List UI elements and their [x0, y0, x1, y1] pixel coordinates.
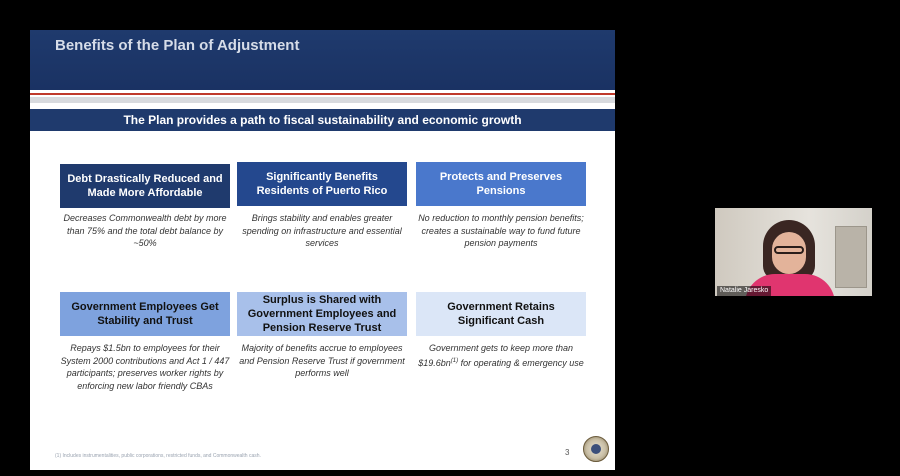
slide-page-number: 3	[565, 448, 570, 457]
card-desc-employees-stability: Repays $1.5bn to employees for their System 2000 contributions and Act 1 / 447 participants; preserves worker rights by enforcing new labor friendly CBAs	[60, 343, 230, 391]
card-heading-debt-reduced: Debt Drastically Reduced and Made More Affordable	[60, 164, 230, 208]
card-desc-surplus-shared: Majority of benefits accrue to employees and Pension Reserve Trust if government performs well	[239, 343, 405, 378]
slide-title: Benefits of the Plan of Adjustment	[55, 37, 300, 54]
card-desc-debt-reduced: Decreases Commonwealth debt by more than 75% and the total debt balance by ~50%	[63, 213, 227, 248]
participant-video-tile[interactable]	[715, 208, 872, 296]
card-heading-surplus-shared: Surplus is Shared with Government Employees and Pension Reserve Trust	[237, 292, 407, 336]
presentation-slide	[30, 30, 615, 470]
slide-title-bar	[30, 30, 615, 90]
slide-footnote: (1) Includes instrumentalities, public corporations, restricted funds, and Commonwealth cash.	[55, 453, 261, 459]
participant-glasses	[774, 246, 804, 254]
card-desc-retains-cash	[413, 342, 589, 369]
card-heading-retains-cash: Government Retains Significant Cash	[416, 292, 586, 336]
video-background-shelf	[835, 226, 867, 288]
participant-name-label: Natalie Jaresko	[717, 286, 771, 296]
card-desc-retains-cash-part2: for operating & emergency use	[458, 357, 584, 368]
card-desc-benefits-residents: Brings stability and enables greater spending on infrastructure and essential services	[242, 213, 402, 248]
card-heading-pensions: Protects and Preserves Pensions	[416, 162, 586, 206]
slide-subtitle: The Plan provides a path to fiscal sustainability and economic growth	[30, 109, 615, 131]
footnote-marker: (1)	[450, 357, 459, 364]
seal-center	[591, 444, 601, 454]
title-divider-red	[30, 93, 615, 95]
oversight-board-seal-icon	[583, 436, 609, 462]
card-desc-retains-cash-part1: Government gets to keep more than $19.6bn	[418, 343, 574, 368]
card-heading-employees-stability: Government Employees Get Stability and Trust	[60, 292, 230, 336]
card-desc-pensions: No reduction to monthly pension benefits; creates a sustainable way to fund future pension payments	[418, 213, 584, 248]
card-heading-benefits-residents: Significantly Benefits Residents of Puerto Rico	[237, 162, 407, 206]
title-divider-gray	[30, 97, 615, 103]
